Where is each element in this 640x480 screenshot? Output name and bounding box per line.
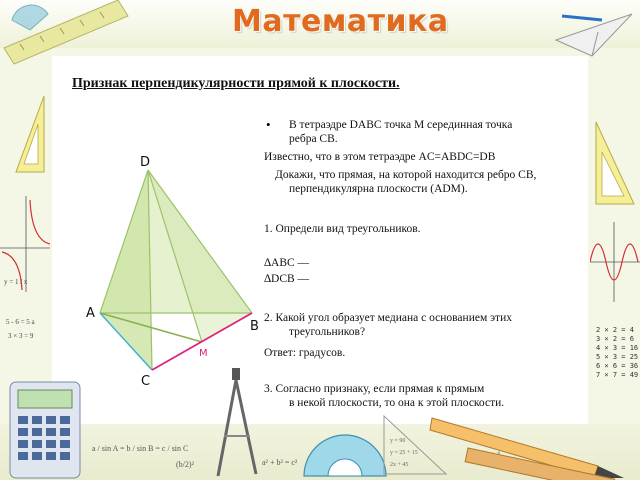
vertex-label-c: C <box>141 374 151 389</box>
calculator-icon <box>4 376 84 480</box>
formula-y-1-x: y = 1 / x <box>4 278 28 286</box>
svg-text:y = 25 + 15: y = 25 + 15 <box>390 450 418 456</box>
bullet-mark: • <box>266 117 271 132</box>
slide-heading: Признак перпендикулярности прямой к плоскости. <box>72 76 400 91</box>
table-line: 2 × 2 = 4 <box>596 326 634 334</box>
problem-line-2: Известно, что в этом тетраэдре AC=ABDC=DB <box>264 151 496 163</box>
paper-plane-icon <box>552 10 640 60</box>
point-label-m: M <box>199 348 208 359</box>
problem-line-3a: Докажи, что прямая, на которой находится ребро CB, <box>275 169 537 181</box>
answer-line: Ответ: градусов. <box>264 347 346 359</box>
sine-graph-icon <box>590 222 640 302</box>
tetrahedron-diagram <box>84 150 264 390</box>
task-2a: 2. Какой угол образует медиана с основанием этих <box>264 312 512 324</box>
formula-left-3: 3 × 3 = 9 <box>8 332 34 340</box>
sine-law-formula: a / sin A = b / sin B = c / sin C <box>92 444 189 453</box>
protractor-icon <box>300 420 390 478</box>
svg-text:y = 90: y = 90 <box>390 438 406 444</box>
compass-icon <box>212 366 262 480</box>
slide-title: Математика <box>232 4 449 39</box>
task-3b: в некой плоскости, то она к этой плоскости. <box>289 397 505 409</box>
vertex-label-b: B <box>250 319 259 334</box>
vertex-label-a: A <box>86 306 95 321</box>
pythagoras-formula: a² + b² = c² <box>262 458 298 467</box>
triangle-ruler-icon <box>14 94 50 174</box>
svg-text:2x + 45: 2x + 45 <box>390 462 409 468</box>
table-line: 6 × 6 = 36 <box>596 362 639 370</box>
pencil-ruler-icon <box>428 408 640 480</box>
vertex-label-d: D <box>140 155 151 170</box>
task-1: 1. Определи вид треугольников. <box>264 223 421 235</box>
table-line: 4 × 3 = 16 <box>596 344 639 352</box>
triangle-dcb-line: ∆DCB — <box>264 273 310 285</box>
face-dac <box>100 170 152 370</box>
problem-line-3b: перпендикулярна плоскости (ADM). <box>289 183 468 195</box>
table-line: 3 × 2 = 6 <box>596 335 634 343</box>
formula-left-2: 5 - 6 = 5 a <box>6 318 35 326</box>
problem-line-1a: В тетраэдре DABC точка M серединная точка <box>289 119 513 131</box>
table-line: 5 × 3 = 25 <box>596 353 639 361</box>
fraction-formula: (b/2)² <box>176 460 194 469</box>
task-2b: треугольников? <box>289 326 366 338</box>
triangle-abc-line: ∆ABC — <box>264 257 310 269</box>
task-3a: 3. Согласно признаку, если прямая к прямым <box>264 383 485 395</box>
table-line: 7 × 7 = 49 <box>596 371 639 379</box>
problem-line-1b: ребра CB. <box>289 133 338 145</box>
